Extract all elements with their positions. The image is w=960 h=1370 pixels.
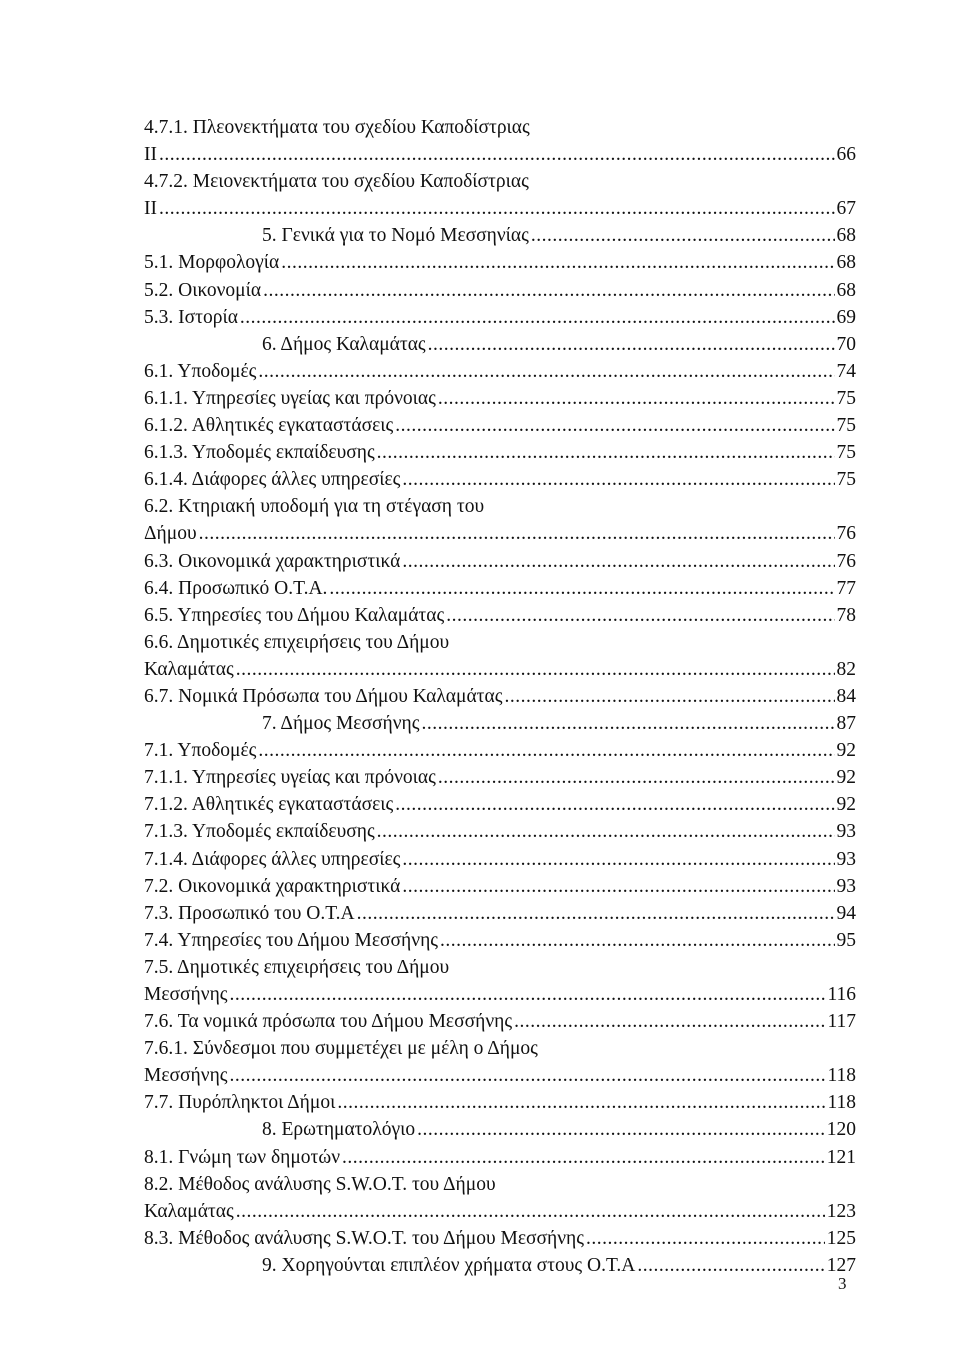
- toc-entry: [144, 466, 856, 493]
- toc-entry-page: 118: [827, 1065, 856, 1087]
- toc-entry: [144, 981, 856, 1008]
- toc-dot-leader: [514, 1008, 825, 1035]
- toc-entry-page: 87: [836, 713, 856, 735]
- table-of-contents: [144, 114, 856, 1279]
- toc-dot-leader: [428, 331, 835, 358]
- toc-dot-leader: [402, 466, 834, 493]
- toc-entry-page: 68: [836, 252, 856, 274]
- toc-entry-title: Καλαμάτας: [144, 1200, 234, 1222]
- toc-entry-title: 7.6. Τα νομικά πρόσωπα του Δήμου Μεσσήνης: [144, 1011, 513, 1033]
- toc-entry: [144, 412, 856, 439]
- toc-entry-page: 121: [826, 1146, 856, 1168]
- toc-entry-page: 118: [827, 1092, 856, 1114]
- toc-entry-page: 76: [836, 523, 856, 545]
- toc-entry-title: Μεσσήνης: [144, 1065, 228, 1087]
- toc-dot-leader: [258, 358, 834, 385]
- toc-entry-page: 93: [836, 821, 856, 843]
- toc-entry: [144, 873, 856, 900]
- toc-entry-title: 9. Χορηγούνται επιπλέον χρήματα στους Ο.Τ.Α: [262, 1254, 636, 1276]
- toc-entry-title: 6.1.3. Υποδομές εκπαίδευσης: [144, 442, 375, 464]
- toc-entry-title: 5.3. Ιστορία: [144, 306, 238, 328]
- toc-entry: [144, 710, 856, 737]
- toc-entry-page: 77: [836, 577, 856, 599]
- toc-entry-title: 7.3. Προσωπικό του Ο.Τ.Α: [144, 902, 355, 924]
- toc-entry: [144, 493, 856, 520]
- toc-entry-page: 84: [836, 685, 856, 707]
- toc-entry-title: 6.5. Υπηρεσίες του Δήμου Καλαμάτας: [144, 604, 445, 626]
- toc-entry: [144, 1225, 856, 1252]
- toc-entry: [144, 195, 856, 222]
- toc-entry-title: 6.1.4. Διάφορες άλλες υπηρεσίες: [144, 469, 401, 491]
- toc-entry-page: 125: [826, 1227, 856, 1249]
- toc-entry-page: 68: [836, 225, 856, 247]
- toc-entry-page: 116: [827, 984, 856, 1005]
- toc-dot-leader: [240, 304, 835, 331]
- toc-entry-page: 82: [836, 658, 856, 680]
- toc-dot-leader: [531, 222, 835, 249]
- toc-entry: [144, 548, 856, 575]
- toc-entry-title: 7.5. Δημοτικές επιχειρήσεις του Δήμου: [144, 956, 450, 978]
- toc-entry-title: Καλαμάτας: [144, 658, 234, 680]
- toc-entry-title: 7.2. Οικονομικά χαρακτηριστικά: [144, 875, 401, 897]
- toc-entry-title: 6.6. Δημοτικές επιχειρήσεις του Δήμου: [144, 631, 450, 653]
- toc-entry-page: 117: [827, 1011, 856, 1033]
- toc-dot-leader: [421, 710, 834, 737]
- toc-dot-leader: [337, 1089, 825, 1116]
- toc-entry: [144, 439, 856, 466]
- toc-entry: [144, 737, 856, 764]
- toc-entry-page: 95: [836, 929, 856, 951]
- toc-entry-page: 75: [836, 469, 856, 491]
- toc-entry-title: 8.3. Μέθοδος ανάλυσης S.W.O.T. του Δήμου Μεσσήνης: [144, 1227, 584, 1249]
- toc-entry: [144, 764, 856, 791]
- toc-dot-leader: [229, 1062, 825, 1089]
- toc-entry: [144, 304, 856, 331]
- toc-entry-page: 94: [836, 902, 856, 924]
- toc-dot-leader: [637, 1252, 824, 1279]
- toc-dot-leader: [236, 1198, 825, 1225]
- toc-entry-title: 7.7. Πυρόπληκτοι Δήμοι: [144, 1092, 336, 1114]
- toc-entry-title: Δήμου: [144, 523, 197, 545]
- toc-entry: [144, 1198, 856, 1225]
- toc-entry: [144, 358, 856, 385]
- toc-entry: [144, 249, 856, 276]
- toc-entry-page: 92: [836, 767, 856, 789]
- toc-entry: [144, 222, 856, 249]
- toc-dot-leader: [395, 791, 834, 818]
- toc-dot-leader: [402, 846, 834, 873]
- toc-entry-title: 7.6.1. Σύνδεσμοι που συμμετέχει με μέλη ο Δήμος: [144, 1038, 538, 1060]
- toc-entry-title: 8. Ερωτηματολόγιο: [262, 1119, 416, 1141]
- toc-entry-title: 8.1. Γνώμη των δημοτών: [144, 1146, 341, 1168]
- toc-dot-leader: [159, 141, 835, 168]
- toc-entry: [144, 1116, 856, 1143]
- toc-entry: [144, 141, 856, 168]
- toc-entry-title: 6.1. Υποδομές: [144, 360, 257, 382]
- toc-entry-title: 7.1.3. Υποδομές εκπαίδευσης: [144, 821, 375, 843]
- toc-entry-title: ΙΙ: [144, 198, 157, 220]
- toc-entry-page: 92: [836, 740, 856, 762]
- toc-entry-title: 6.1.2. Αθλητικές εγκαταστάσεις: [144, 415, 394, 437]
- toc-entry-page: 67: [836, 198, 856, 220]
- toc-entry-page: 70: [836, 333, 856, 355]
- toc-entry-page: 127: [826, 1254, 856, 1276]
- toc-entry-title: ΙΙ: [144, 144, 157, 166]
- toc-entry-title: 6.3. Οικονομικά χαρακτηριστικά: [144, 550, 401, 572]
- toc-dot-leader: [281, 249, 834, 276]
- toc-entry-page: 75: [836, 387, 856, 409]
- toc-entry: [144, 900, 856, 927]
- toc-dot-leader: [236, 656, 835, 683]
- toc-dot-leader: [402, 548, 834, 575]
- toc-dot-leader: [504, 683, 834, 710]
- toc-dot-leader: [329, 575, 834, 602]
- toc-entry: [144, 1035, 856, 1062]
- toc-entry-page: 78: [836, 604, 856, 626]
- toc-entry-page: 74: [836, 360, 856, 382]
- toc-entry-title: 6.4. Προσωπικό Ο.Τ.Α.: [144, 577, 328, 599]
- toc-entry-title: 7.4. Υπηρεσίες του Δήμου Μεσσήνης: [144, 929, 438, 951]
- toc-entry-page: 93: [836, 848, 856, 870]
- toc-entry: [144, 331, 856, 358]
- toc-entry: [144, 114, 856, 141]
- toc-dot-leader: [440, 927, 835, 954]
- toc-entry-title: 4.7.1. Πλεονεκτήματα του σχεδίου Καποδίστριας: [144, 117, 530, 138]
- toc-dot-leader: [438, 385, 835, 412]
- toc-dot-leader: [377, 818, 835, 845]
- toc-entry: [144, 520, 856, 547]
- toc-entry: [144, 846, 856, 873]
- toc-entry: [144, 1062, 856, 1089]
- toc-dot-leader: [258, 737, 834, 764]
- toc-entry-title: 6. Δήμος Καλαμάτας: [262, 333, 426, 355]
- page-number: 3: [838, 1274, 847, 1293]
- toc-entry-title: 6.2. Κτηριακή υποδομή για τη στέγαση του: [144, 496, 485, 518]
- toc-entry: [144, 927, 856, 954]
- toc-entry: [144, 168, 856, 195]
- toc-entry-page: 76: [836, 550, 856, 572]
- toc-entry-title: 7. Δήμος Μεσσήνης: [262, 713, 420, 735]
- toc-entry-title: Μεσσήνης: [144, 984, 228, 1005]
- toc-entry-page: 93: [836, 875, 856, 897]
- toc-entry-title: 5. Γενικά για το Νομό Μεσσηνίας: [262, 225, 529, 247]
- toc-entry-page: 75: [836, 442, 856, 464]
- toc-entry: [144, 1144, 856, 1171]
- toc-entry-page: 92: [836, 794, 856, 816]
- toc-entry-title: 4.7.2. Μειονεκτήματα του σχεδίου Καποδίστριας: [144, 171, 529, 193]
- toc-entry-title: 5.1. Μορφολογία: [144, 252, 280, 274]
- toc-entry: [144, 629, 856, 656]
- toc-entry: [144, 818, 856, 845]
- toc-dot-leader: [395, 412, 834, 439]
- toc-entry-page: 123: [826, 1200, 856, 1222]
- toc-entry-title: 7.1.4. Διάφορες άλλες υπηρεσίες: [144, 848, 401, 870]
- toc-dot-leader: [357, 900, 835, 927]
- toc-entry: [144, 385, 856, 412]
- toc-entry-title: 7.1.1. Υπηρεσίες υγείας και πρόνοιας: [144, 767, 436, 789]
- toc-dot-leader: [159, 195, 835, 222]
- toc-dot-leader: [438, 764, 835, 791]
- toc-entry-title: 8.2. Μέθοδος ανάλυσης S.W.O.T. του Δήμου: [144, 1173, 496, 1195]
- toc-entry: [144, 602, 856, 629]
- toc-dot-leader: [342, 1144, 825, 1171]
- toc-dot-leader: [263, 277, 834, 304]
- toc-dot-leader: [229, 981, 825, 1008]
- toc-dot-leader: [446, 602, 834, 629]
- toc-entry: [144, 1171, 856, 1198]
- toc-entry: [144, 954, 856, 981]
- toc-entry: [144, 277, 856, 304]
- toc-entry: [144, 791, 856, 818]
- toc-entry-page: 120: [826, 1119, 856, 1141]
- toc-dot-leader: [377, 439, 835, 466]
- toc-entry: [144, 656, 856, 683]
- toc-entry-page: 75: [836, 415, 856, 437]
- toc-entry: [144, 1089, 856, 1116]
- toc-entry: [144, 1008, 856, 1035]
- toc-entry-page: 66: [836, 144, 856, 166]
- toc-entry: [144, 575, 856, 602]
- toc-entry-title: 5.2. Οικονομία: [144, 279, 262, 301]
- toc-entry-page: 68: [836, 279, 856, 301]
- toc-entry: [144, 1252, 856, 1279]
- toc-dot-leader: [402, 873, 834, 900]
- toc-entry-page: 69: [836, 306, 856, 328]
- toc-entry-title: 6.7. Νομικά Πρόσωπα του Δήμου Καλαμάτας: [144, 685, 503, 707]
- toc-entry-title: 7.1.2. Αθλητικές εγκαταστάσεις: [144, 794, 394, 816]
- toc-entry: [144, 683, 856, 710]
- toc-entry-title: 6.1.1. Υπηρεσίες υγείας και πρόνοιας: [144, 387, 436, 409]
- toc-dot-leader: [586, 1225, 825, 1252]
- toc-dot-leader: [417, 1116, 825, 1143]
- toc-entry-title: 7.1. Υποδομές: [144, 740, 257, 762]
- toc-dot-leader: [199, 520, 835, 547]
